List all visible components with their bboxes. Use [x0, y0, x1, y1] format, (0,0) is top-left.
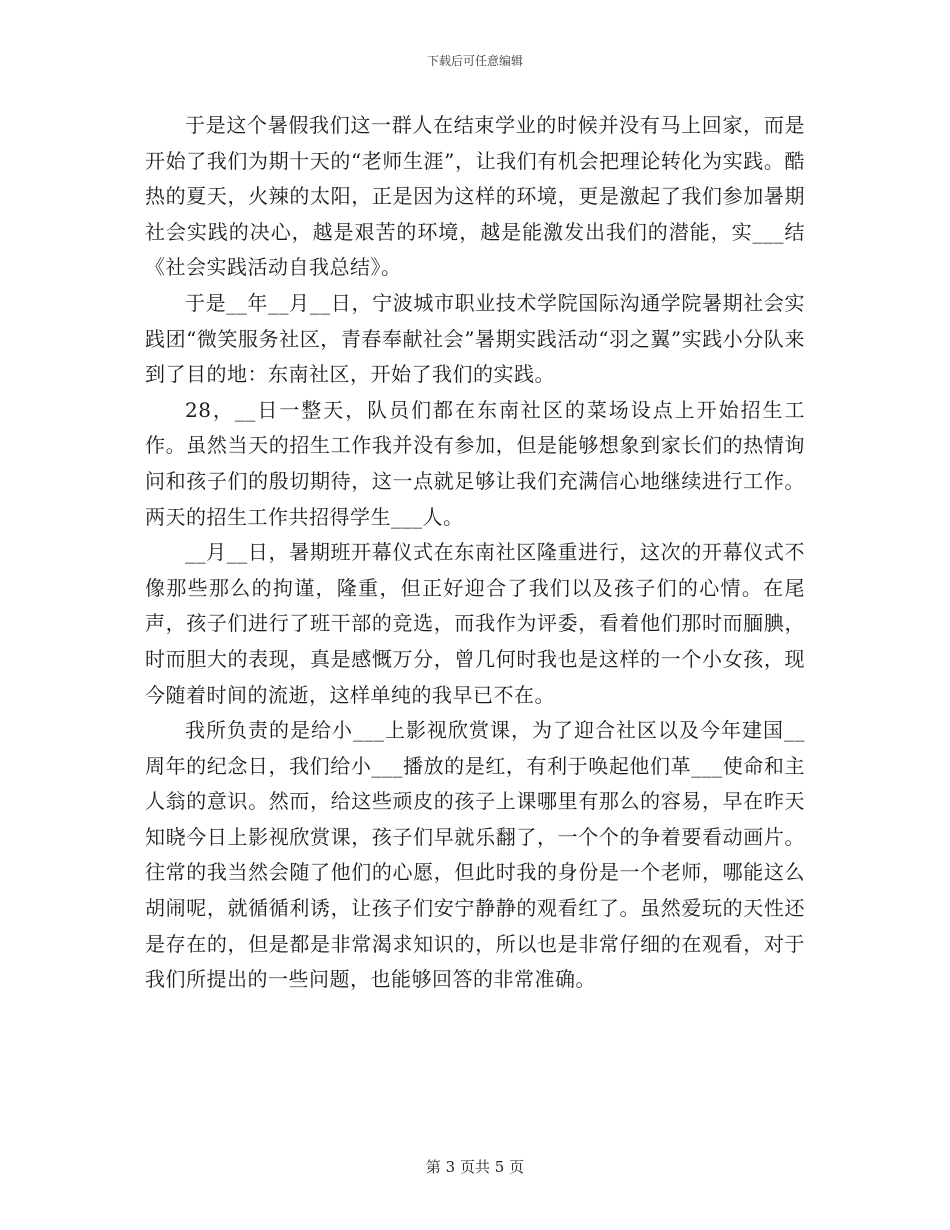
page-number-footer: 第 3 页共 5 页 [425, 1158, 525, 1176]
paragraph-3: 28，__日一整天，队员们都在东南社区的菜场设点上开始招生工作。虽然当天的招生工作我并没有参加，但是能够想象到家长们的热情询问和孩子们的殷切期待，这一点就足够让我们充满信心地继续进行工作。两天的招生工作共招得学生___人。 [145, 397, 805, 529]
paragraph-5: 我所负责的是给小___上影视欣赏课，为了迎合社区以及今年建国__周年的纪念日，我们给小___播放的是红，有利于唤起他们革___使命和主人翁的意识。然而，给这些顽皮的孩子上课哪里有那么的容易，早在昨天知晓今日上影视欣赏课，孩子们早就乐翻了，一个个的争着要看动画片。往常的我当然会随了他们的心愿，但此时我的身份是一个老师，哪能这么胡闹呢，就循循利诱，让孩子们安宁静静的观看红了。虽然爱玩的天性还是存在的，但是都是非常渴求知识的，所以也是非常仔细的在观看，对于我们所提出的一些问题，也能够回答的非常准确。 [145, 718, 805, 992]
paragraph-4: __月__日，暑期班开幕仪式在东南社区隆重进行，这次的开幕仪式不像那些那么的拘谨，隆重，但正好迎合了我们以及孩子们的心情。在尾声，孩子们进行了班干部的竞选，而我作为评委，看着他们那时而腼腆，时而胆大的表现，真是感慨万分，曾几何时我也是这样的一个小女孩，现今随着时间的流逝，这样单纯的我早已不在。 [145, 540, 805, 707]
page-header-note: 下载后可任意编辑 [426, 54, 523, 68]
document-body [145, 108, 805, 998]
paragraph-1: 于是这个暑假我们这一群人在结束学业的时候并没有马上回家，而是开始了我们为期十天的“老师生涯”，让我们有机会把理论转化为实践。酷热的夏天，火辣的太阳，正是因为这样的环境，更是激起了我们参加暑期社会实践的决心，越是艰苦的环境，越是能激发出我们的潜能，实___结《社会实践活动自我总结》。 [145, 113, 805, 280]
paragraph-2: 于是__年__月__日，宁波城市职业技术学院国际沟通学院暑期社会实践团“微笑服务社区，青春奉献社会”暑期实践活动“羽之翼”实践小分队来到了目的地：东南社区，开始了我们的实践。 [145, 290, 805, 387]
